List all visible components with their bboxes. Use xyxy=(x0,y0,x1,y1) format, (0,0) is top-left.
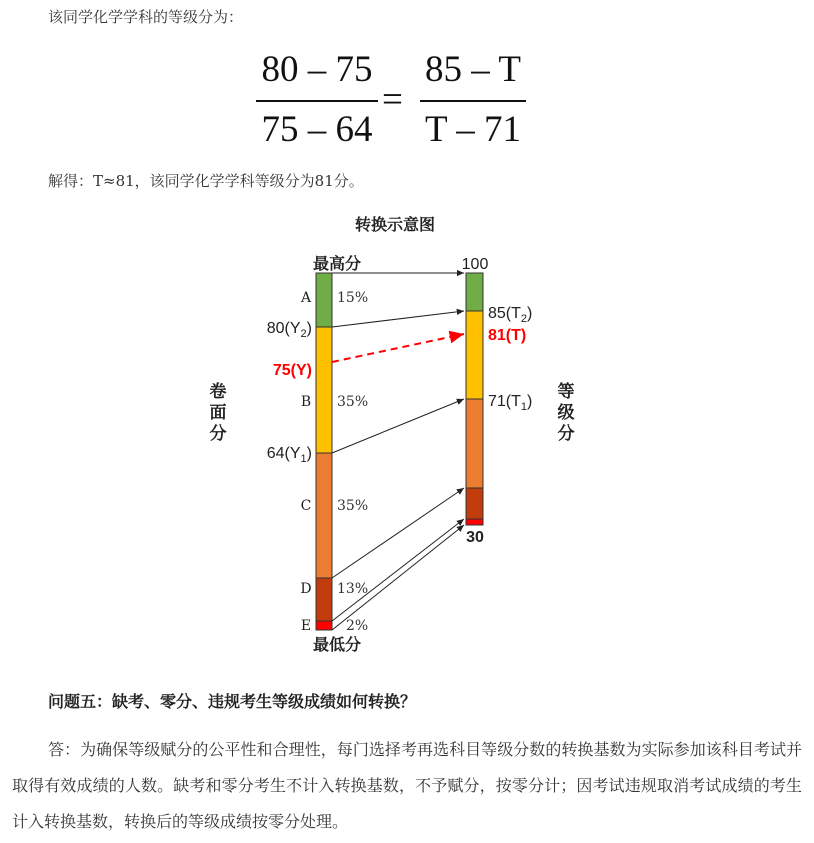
grade-b-percent: 35% xyxy=(337,394,369,410)
min-score-label: 最低分 xyxy=(312,637,362,654)
grade-d-percent: 13% xyxy=(337,581,369,597)
left-bar-segment-a xyxy=(316,273,332,327)
left-bar-segment-c xyxy=(316,453,332,578)
right-axis-label-char-2: 级 xyxy=(557,403,575,422)
left-axis-label-char-1: 卷 xyxy=(209,382,227,401)
right-numerator: 85 – T xyxy=(425,49,521,90)
right-marker-t2: $85(T_2)$ xyxy=(488,305,533,325)
grade-c-percent: 35% xyxy=(337,498,369,514)
grade-d-letter: D xyxy=(300,581,312,597)
left-marker-y2: $80(Y_2)$ xyxy=(266,320,312,340)
grade-b-letter: B xyxy=(300,394,312,410)
arrow-d-e-boundary xyxy=(332,519,464,621)
left-bar-segment-e xyxy=(316,621,332,630)
arrow-y-t-dashed xyxy=(332,334,464,362)
left-denominator: 75 – 64 xyxy=(261,109,373,150)
right-axis-label-char-1: 等 xyxy=(557,382,575,401)
left-marker-y: 75(Y) xyxy=(272,362,312,379)
left-numerator: 80 – 75 xyxy=(261,49,373,90)
intro-text: 该同学化学学科的等级分为： xyxy=(48,8,244,26)
left-axis-label-char-3: 分 xyxy=(209,424,227,443)
right-axis-label-char-3: 分 xyxy=(557,424,575,443)
question-five-title: 问题五：缺考、零分、违规考生等级成绩如何转换？ xyxy=(48,692,417,711)
left-bar-segment-d xyxy=(316,578,332,621)
arrow-min xyxy=(332,525,464,630)
right-bar-segment-d xyxy=(466,488,483,519)
right-marker-t: 81(T) xyxy=(488,327,527,344)
left-marker-y1: $64(Y_1)$ xyxy=(266,445,312,465)
grade-e-letter: E xyxy=(300,618,312,634)
solution-text: 解得：T≈81，该同学化学学科等级分为81分。 xyxy=(48,172,364,190)
right-marker-t1: $71(T_1)$ xyxy=(488,393,533,413)
right-marker-top: 100 xyxy=(461,256,489,273)
grade-e-percent: 2% xyxy=(346,618,369,634)
equals-sign: = xyxy=(382,79,403,120)
grade-a-percent: 15% xyxy=(337,290,369,306)
right-bar-segment-c xyxy=(466,399,483,488)
right-bar-segment-b xyxy=(466,311,483,399)
max-score-label: 最高分 xyxy=(312,256,362,273)
grade-a-letter: A xyxy=(300,290,312,306)
right-marker-bottom: 30 xyxy=(466,529,484,546)
arrow-y2-t2 xyxy=(332,311,464,327)
right-denominator: T – 71 xyxy=(425,109,521,150)
left-axis-label-char-2: 面 xyxy=(209,403,227,422)
diagram-title: 转换示意图 xyxy=(354,217,436,234)
question-five-answer: 答：为确保等级赋分的公平性和合理性，每门选择考再选科目等级分数的转换基数为实际参加该科目考试并取得有效成绩的人数。缺考和零分考生不计入转换基数，不予赋分，按零分计；因考试违规取消考试成绩的考生计入转换基数，转换后的等级成绩按零分处理。 xyxy=(12,740,802,831)
right-bar-segment-a xyxy=(466,273,483,311)
left-bar-segment-b xyxy=(316,327,332,453)
grade-c-letter: C xyxy=(300,498,312,514)
right-bar-segment-e xyxy=(466,519,483,525)
